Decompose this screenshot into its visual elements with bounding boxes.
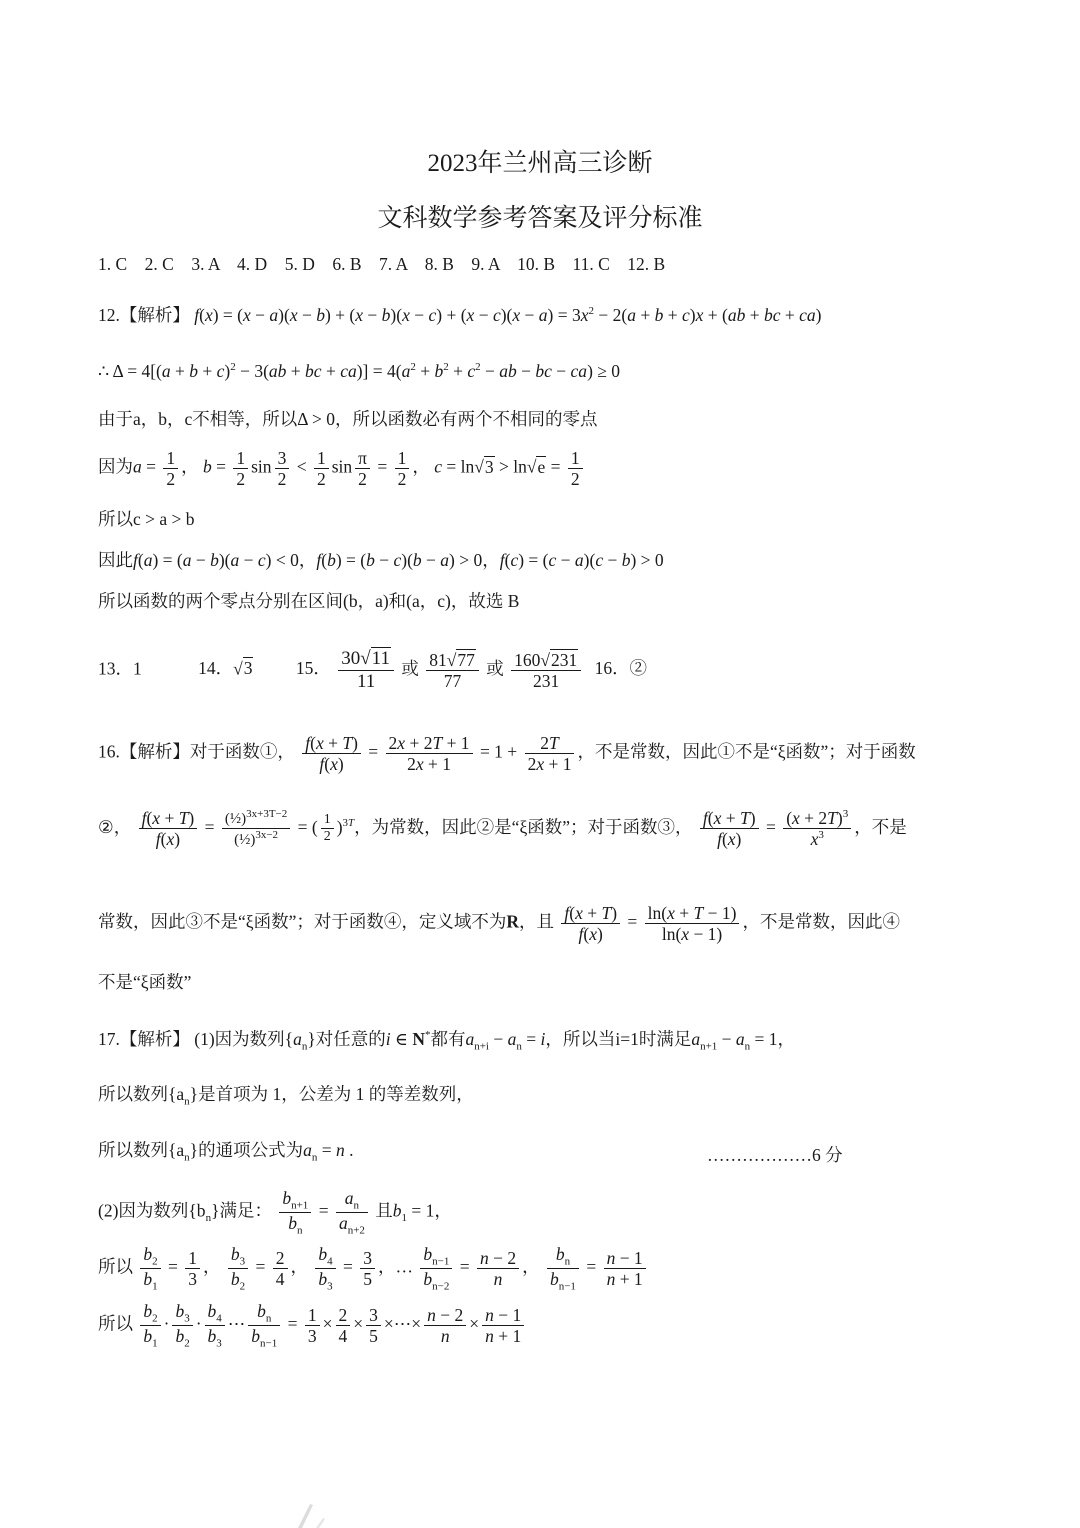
q17-line3: 所以数列$\{a_n\}$的通项公式为$a_n = n$ . — [98, 1140, 354, 1164]
q12-values: 因为a = $\frac{1}{2}$ ， b = $\frac{1}{2}$ sin $\frac{3}{2}$ < $\frac{1}{2}$ sin $\frac{\pi}{2}$ = $\frac{1}{2}$ ， c = ln√3 > ln√e = $\frac{1}{2}$ — [98, 448, 586, 489]
q16-line4: 不是“ξ函数” — [98, 972, 192, 992]
answer-16: 16．② — [594, 658, 648, 679]
document-subtitle: 文科数学参考答案及评分标准 — [377, 205, 703, 232]
answer-15-label: 15． — [295, 658, 331, 679]
q17-part2: (2)因为数列$\{b_n\}$满足： $\frac{b_{n+1}}{b_n}$ = $\frac{a_n}{a_{n+2}}$ 且$b_1 = 1$， — [98, 1188, 452, 1237]
answer-13: 13．1 — [98, 658, 142, 679]
fill-in-answers: 13．1 14．√3 15． $\frac{30√11}{11}$ 或 $\frac{81√77}{77}$ 或 $\frac{160√231}{231}$ 16．② — [98, 648, 648, 692]
q17-ratios: 所以 $\frac{b_2}{b_1}$ = $\frac{1}{3}$ ， $\frac{b_3}{b_2}$ = $\frac{2}{4}$ ， $\frac{b_4}{b_3}$ = $\frac{3}{5}$ ，… $\frac{b_{n-1}}{b_{n-2}}$ = $\frac{n - 2}{n}$ ， $\frac{b_n}{b_{n-1}}$ = $\frac{n - 1}{n + 1}$ — [98, 1244, 649, 1293]
q16-line2: ②， $\frac{f(x + T)}{f(x)}$ = $\frac{(\frac{1}{2})^{3x+3T-2}}{(\frac{1}{2})^{3x-2}}$ = ( $\frac{1}{2}$ )$^{3T}$，为常数，因此②是“ξ函数”；对于函数③， $\frac{f(x + T)}{f(x)}$ = $\frac{(x + 2T)^3}{x^3}$ ，不是 — [98, 808, 907, 850]
document-title: 2023年兰州高三诊断 — [427, 150, 653, 177]
watermark-fragment — [290, 1500, 330, 1528]
score-marker: ………………6 分 — [707, 1145, 843, 1165]
q12-formula: $f(x) = (x - a)(x - b) + (x - b)(x - c) + (x - c)(x - a) = 3x^2 - 2(a + b + c)x + (ab$ + bc + ca) — [194, 304, 822, 325]
answer-14-label: 14． — [198, 658, 234, 679]
answer-key: 1. C 2. C 3. A 4. D 5. D 6. B 7. A 8. B 9. A 10. B 11. C 12. B — [98, 254, 666, 274]
q12-conclusion: 所以函数的两个零点分别在区间(b，a)和(a，c)，故选 B — [98, 591, 520, 611]
q12-discriminant: ∴ $\Delta = 4[(a + b + c)^2 - 3(ab$ + bc + $ca)] = 4(a^2 + b^2 + c^2$ − ab − bc − ca) ≥ 0 — [98, 360, 620, 381]
q12-condition: 由于a，b，c不相等，所以Δ > 0，所以函数必有两个不相同的零点 — [98, 409, 598, 429]
q16-line3: 常数，因此③不是“ξ函数”；对于函数④，定义域不为R，且 $\frac{f(x + T)}{f(x)}$ = $\frac{\ln(x + T - 1)}{\ln(x - 1)}$ ，不是常数，因此④ — [98, 903, 900, 945]
q17-line2: 所以数列$\{a_n\}$是首项为 1，公差为 1 的等差数列， — [98, 1084, 474, 1108]
q16-line1: 16.【解析】对于函数①， $\frac{f(x + T)}{f(x)}$ = $\frac{2x + 2T + 1}{2x + 1}$ = 1 + $\frac{2T}{2x + 1}$ ，不是常数，因此①不是“ξ函数”；对于函数 — [98, 733, 916, 775]
q12-signs: 因此f(a) = (a − b)(a − c) < 0，f(b) = (b − c)(b − a) > 0，f(c) = (c − a)(c − b) > 0 — [98, 550, 664, 570]
q17-line1: 17.【解析】 (1)因为数列$\{a_n\}$对任意的i ∈ N*都有$a_{n+i} - a_n = i$，所以当i=1时满足$a_{n+1} - a_n = 1$， — [98, 1028, 796, 1053]
q12-expansion — [98, 306, 821, 324]
q12-label: 12.【解析】 — [98, 304, 190, 325]
q12-order: 所以c > a > b — [98, 509, 195, 529]
q17-product: 所以 $\frac{b_2}{b_1}$ · $\frac{b_3}{b_2}$ · $\frac{b_4}{b_3}$ ⋯ $\frac{b_n}{b_{n-1}}$ = $\frac{1}{3}$ × $\frac{2}{4}$ × $\frac{3}{5}$ ×⋯× $\frac{n - 2}{n}$ × $\frac{n - 1}{n + 1}$ — [98, 1301, 527, 1350]
